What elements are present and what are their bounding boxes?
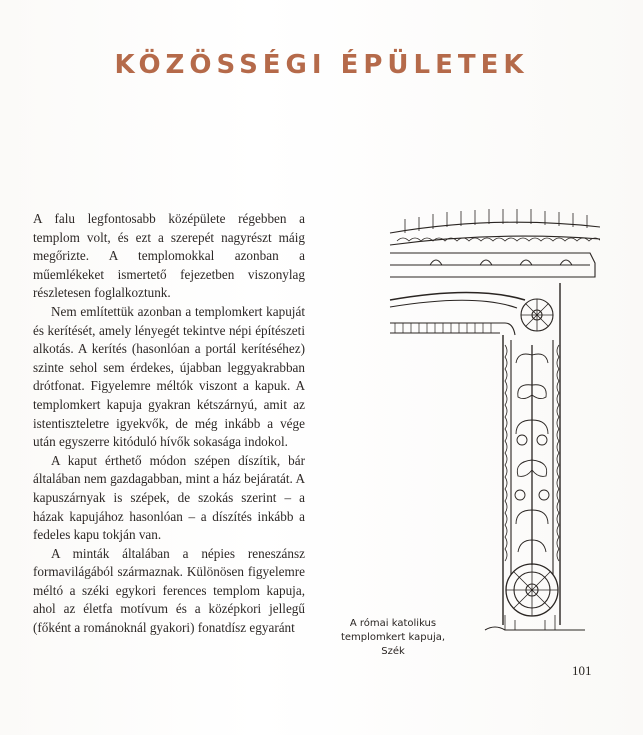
church-gate-drawing-icon bbox=[385, 205, 600, 645]
figure-caption bbox=[328, 617, 458, 659]
page-number: 101 bbox=[572, 663, 592, 678]
paragraph: A falu legfontosabb középülete régebben a templom volt, és ezt a szerepét nagyrészt máig megőrizte. A templomokkal azonban a műemlékeket ismertető fejezetben viszonylag részletesen foglalkoztunk. bbox=[33, 211, 305, 301]
paragraph: A minták általában a népies reneszánsz formavilágából származnak. Különösen figyelemre méltó a széki egykori ferences templom kapuja, ahol az életfa motívum és a középkori jellegű (főként a románoknál gyakori) fonatdísz egyaránt bbox=[33, 545, 305, 636]
body-text bbox=[33, 210, 305, 638]
paragraph: Nem említettük azonban a templomkert kapuját és kerítését, amely lényegét tekintve népi építészeti alkotás. A kerítés (hasonlóan a portál kerítéséhez) szinte sehol sem érdekes, újabban leggyakrabban drótfonat. Figyelemre méltók viszont a kapuk. A templomkert kapuja gyakran kétszárnyú, amit az istentiszteletre igyekvők, de még inkább a vége után egyszerre kitóduló hívők sokasága indokol. bbox=[33, 303, 305, 450]
caption-line: A római katolikus bbox=[349, 618, 437, 629]
caption-line: templomkert kapuja, Szék bbox=[340, 632, 446, 657]
chapter-heading: KÖZÖSSÉGI ÉPÜLETEK bbox=[114, 50, 529, 80]
paragraph: A kaput érthető módon szépen díszítik, bár általában nem gazdagabban, mint a ház bejáratát. A kapuszárnyak is szépek, de szokás szerint – a házak kapujához hasonlóan – a díszítés inkább a fedeles kapu tokján van. bbox=[33, 452, 305, 543]
